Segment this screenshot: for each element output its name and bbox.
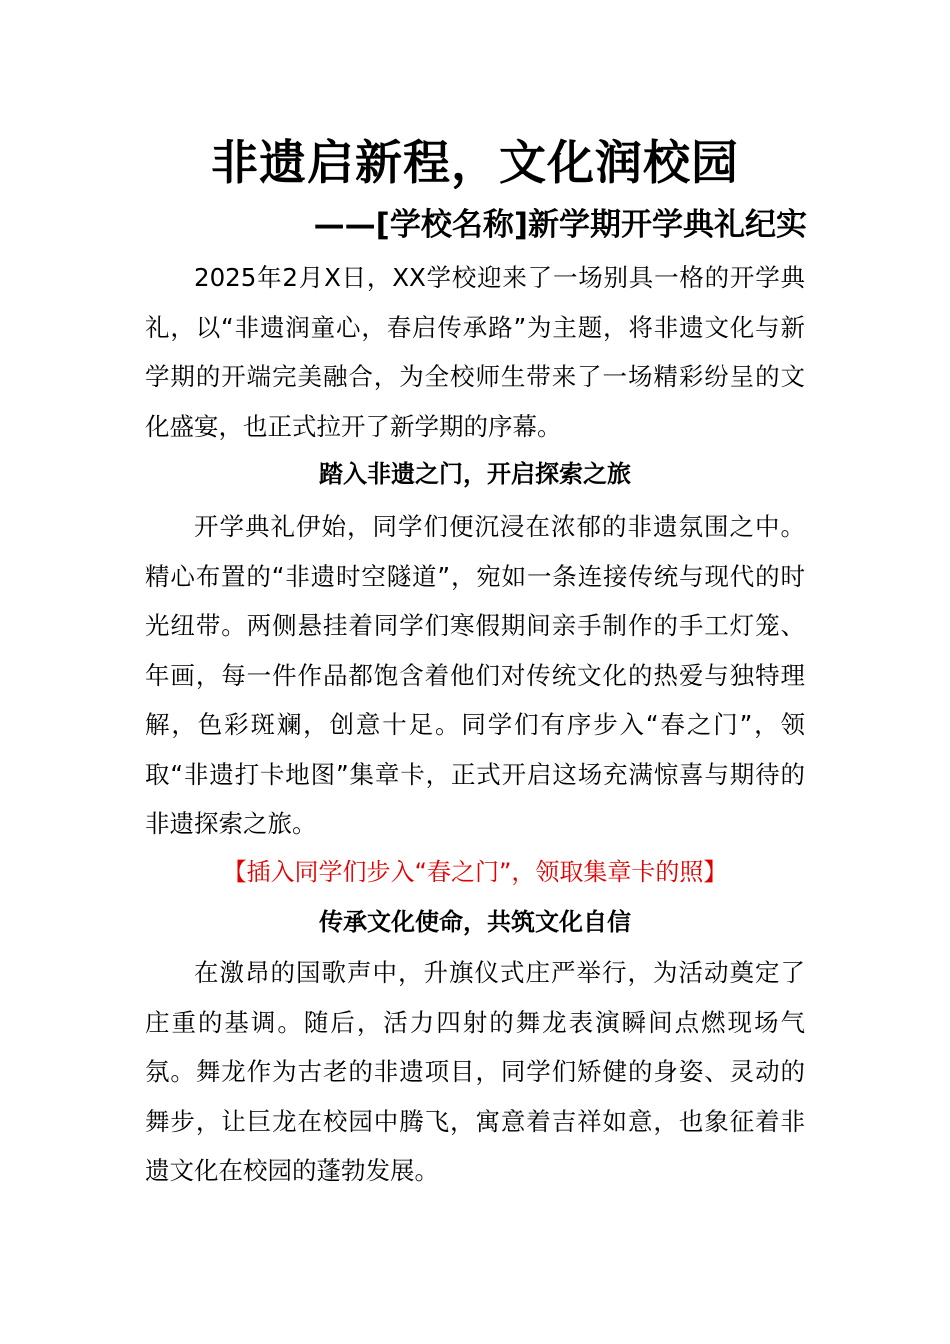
document-title: 非遗启新程，文化润校园 <box>211 136 739 191</box>
intro-paragraph: 2025年2月X日，XX学校迎来了一场别具一格的开学典礼，以“非遗润童心，春启传承路”为主题，将非遗文化与新学期的开端完美融合，为全校师生带来了一场精彩纷呈的文化盛宴，也正式拉开了新学期的序幕。 <box>145 263 805 441</box>
photo-placeholder-note: 【插入同学们步入“春之门”，领取集章卡的照】 <box>222 858 728 886</box>
section-heading-explore: 踏入非遗之门，开启探索之旅 <box>319 460 631 488</box>
section-paragraph-explore: 开学典礼伊始，同学们便沉浸在浓郁的非遗氛围之中。精心布置的“非遗时空隧道”，宛如一条连接传统与现代的时光纽带。两侧悬挂着同学们寒假期间亲手制作的手工灯笼、年画，每一件作品都饱含着他们对传统文化的热爱与独特理解，色彩斑斓，创意十足。同学们有序步入“春之门”，领取“非遗打卡地图”集章卡，正式开启这场充满惊喜与期待的非遗探索之旅。 <box>145 512 805 838</box>
document-subtitle: ——[学校名称]新学期开学典礼纪实 <box>313 207 807 243</box>
section-heading-heritage: 传承文化使命，共筑文化自信 <box>319 908 631 936</box>
section-paragraph-heritage: 在激昂的国歌声中，升旗仪式庄严举行，为活动奠定了庄重的基调。随后，活力四射的舞龙表演瞬间点燃现场气氛。舞龙作为古老的非遗项目，同学们矫健的身姿、灵动的舞步，让巨龙在校园中腾飞，寓意着吉祥如意，也象征着非遗文化在校园的蓬勃发展。 <box>145 958 805 1185</box>
